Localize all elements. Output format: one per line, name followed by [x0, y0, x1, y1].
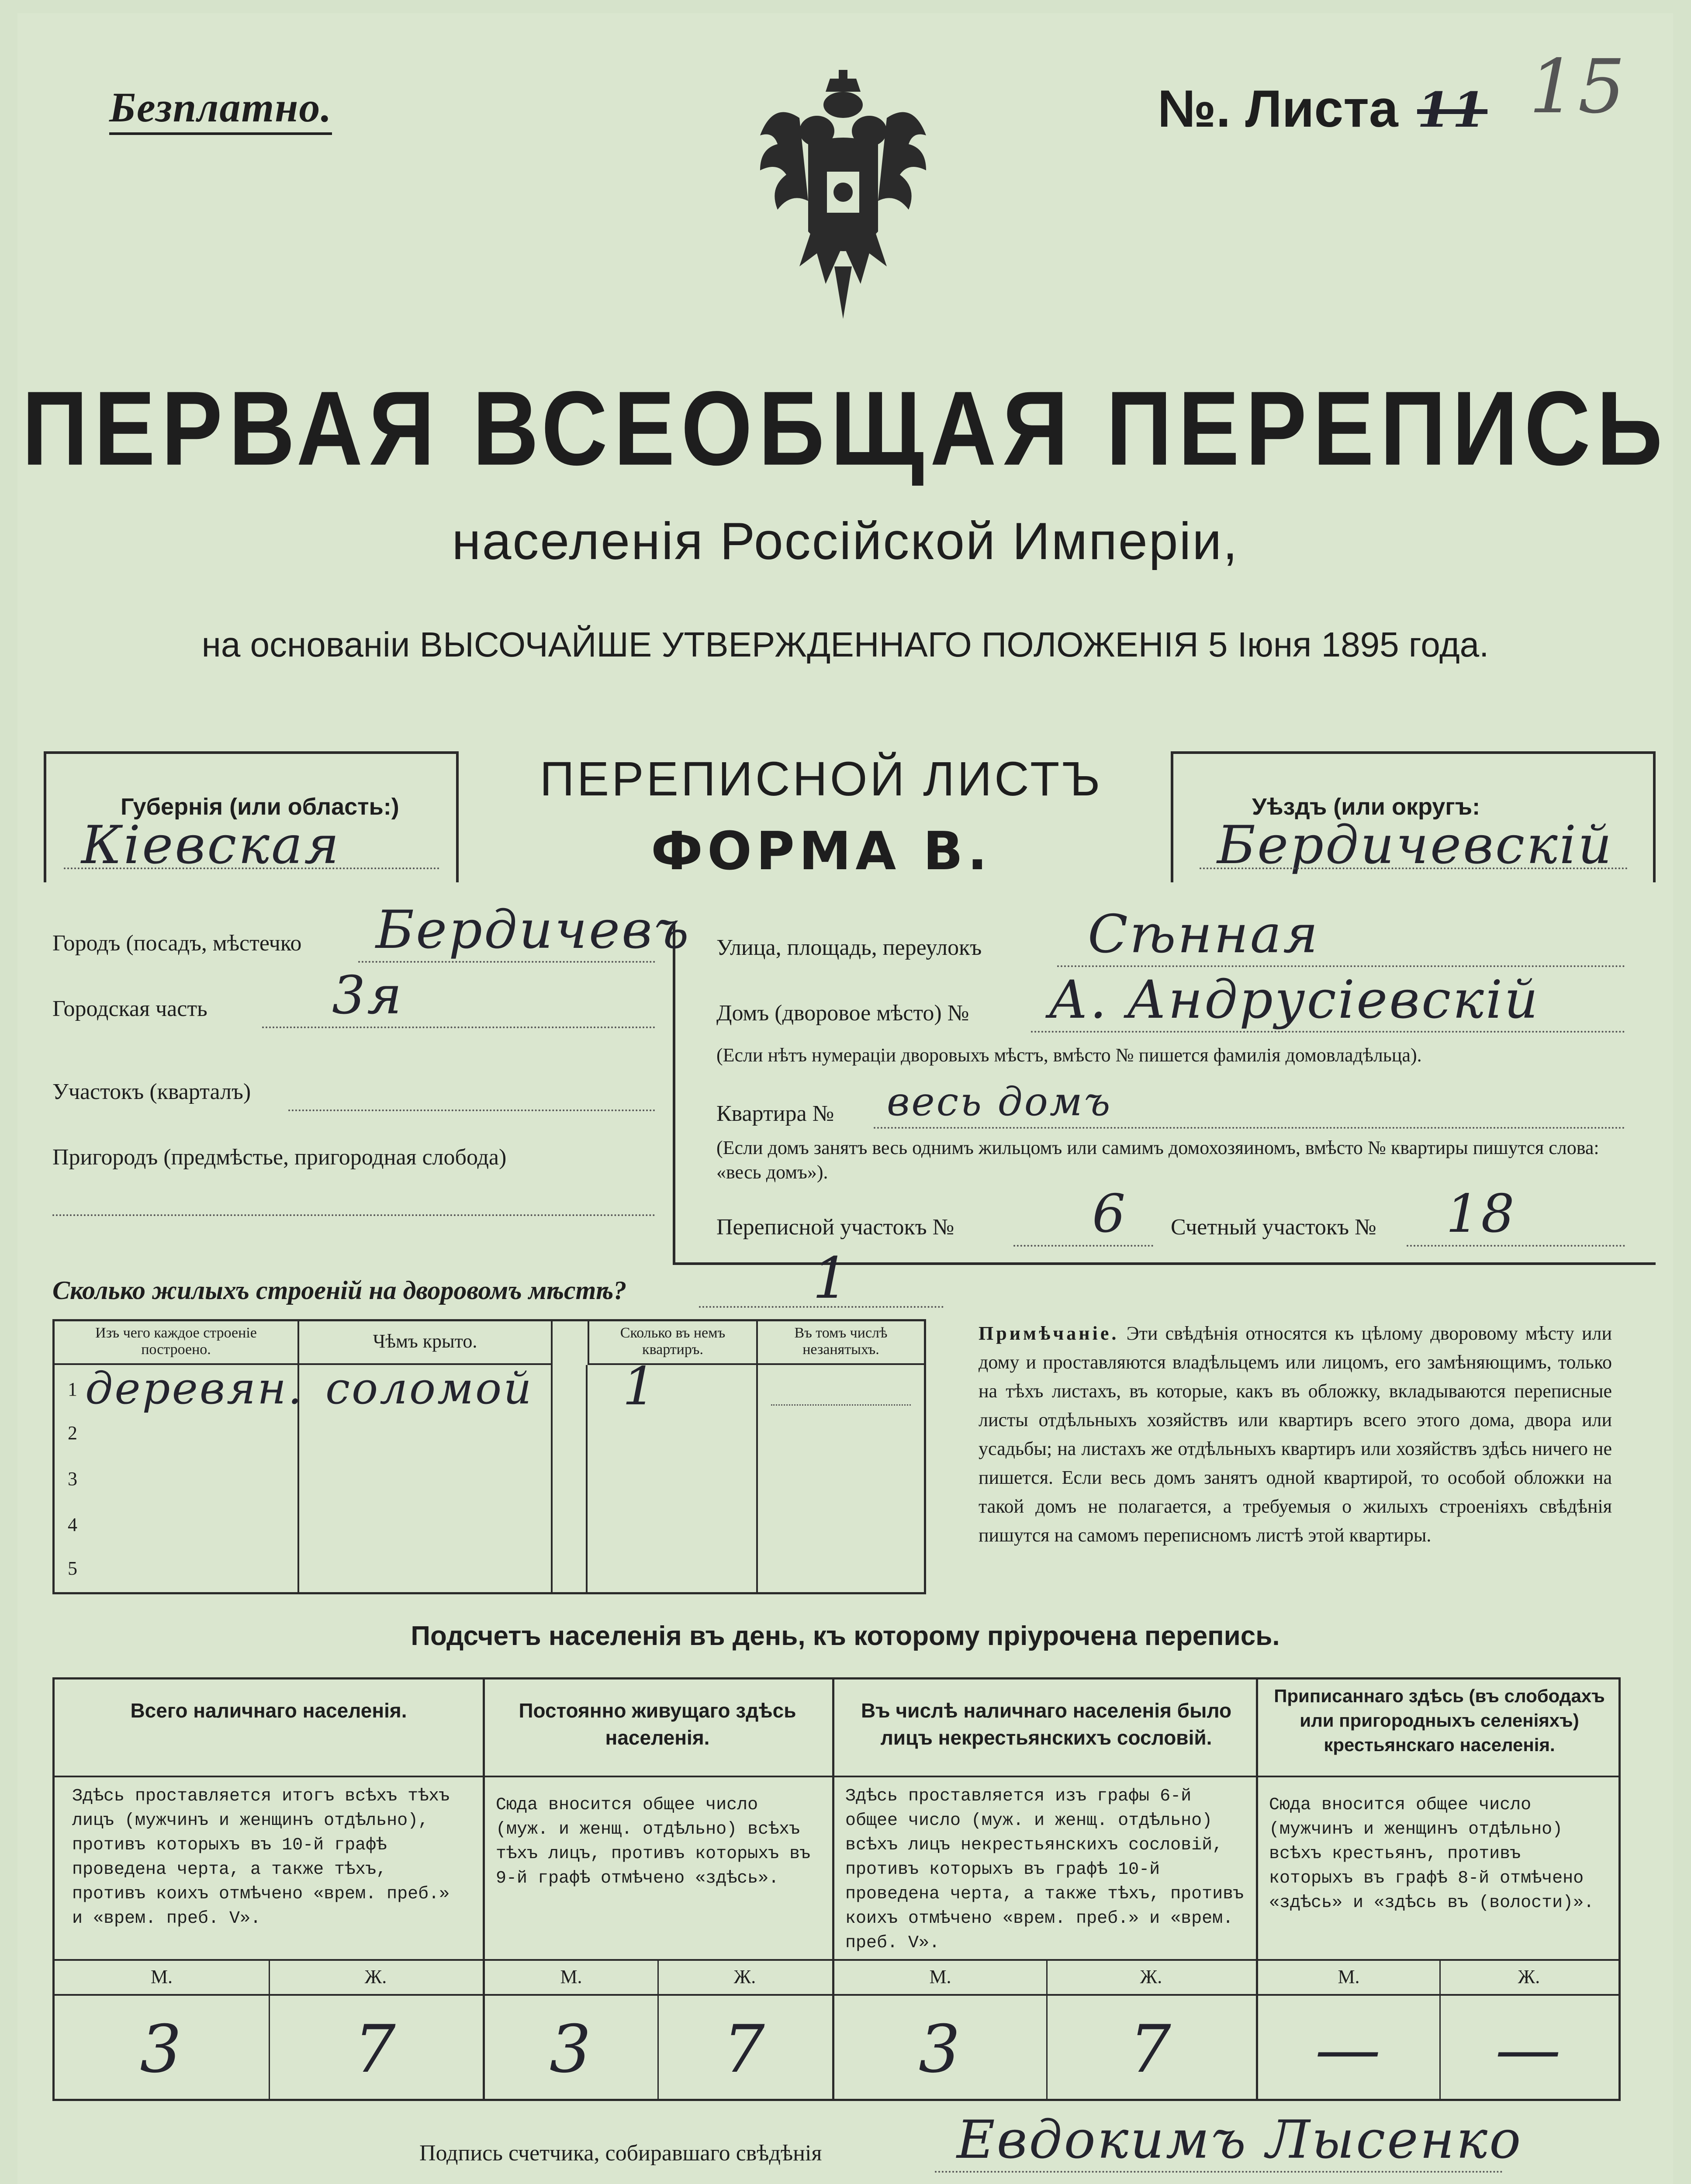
row-number-3: 3 — [68, 1468, 77, 1489]
pop-value-7: — — [1315, 2011, 1383, 2087]
signature-label: Подпись счетчика, собиравшаго свѣдѣнія — [419, 2141, 822, 2166]
street-value: Сѣнная — [1088, 904, 1320, 965]
col-apartments-header: Сколько въ немъ квартиръ. — [620, 1325, 726, 1358]
gubernia-box — [44, 751, 459, 882]
free-label — [109, 83, 332, 131]
buildings-note — [979, 1319, 1612, 1550]
count-district-label: Счетный участокъ № — [1171, 1215, 1376, 1240]
note-title: Примѣчаніе. — [979, 1323, 1119, 1344]
city-part-value: 3я — [332, 965, 404, 1026]
city-part-label: Городская часть — [52, 996, 207, 1021]
pop-value-8: — — [1495, 2011, 1563, 2087]
form-subtitle: ФОРМА В. — [650, 821, 992, 882]
row1-material: деревян. — [85, 1363, 304, 1414]
pop-col1-head: Всего наличнаго населенія. — [130, 1699, 407, 1722]
gubernia-value: Кіевская — [81, 815, 341, 876]
pop-col2-head: Постоянно живущаго здѣсь населенія. — [519, 1699, 796, 1749]
pop-col3-body: Здѣсь проставляется изъ графы 6-й общее число (муж. и женщ. отдѣльно) всѣхъ лицъ некрестьянскихъ сословій, противъ которыхъ въ графѣ 10-й проведена черта, а также тѣхъ, противъ коихъ отмѣчено «врем. преб.» и «врем. преб. V». — [845, 1787, 1244, 1953]
gubernia-label: Губернія (или область:) — [121, 794, 399, 820]
legal-basis: на основаніи ВЫСОЧАЙШЕ УТВЕРЖДЕННАГО ПОЛОЖЕНІЯ 5 Іюня 1895 года. — [201, 625, 1489, 664]
row-number-1: 1 — [68, 1379, 77, 1400]
m-label-4: М. — [1338, 1966, 1360, 1987]
pop-col4-head: Приписаннаго здѣсь (въ слободахъ или пригородныхъ селеніяхъ) крестьянскаго населенія. — [1274, 1686, 1605, 1755]
precinct-label: Участокъ (кварталъ) — [52, 1079, 251, 1104]
buildings-table — [52, 1319, 926, 1594]
col-vacant-header: Въ томъ числѣ незанятыхъ. — [794, 1325, 888, 1358]
buildings-answer: 1 — [813, 1245, 851, 1311]
house-label: Домъ (дворовое мѣсто) № — [716, 1001, 969, 1026]
col-material-header: Изъ чего каждое строеніе построено. — [95, 1325, 257, 1358]
sheet-number — [1158, 79, 1487, 139]
sheet-number-label: №. Листа — [1158, 79, 1398, 138]
house-value: А. Андрусіевскій — [1048, 970, 1540, 1030]
street-label: Улица, площадь, переулокъ — [716, 935, 982, 960]
f-label-3: Ж. — [1140, 1966, 1162, 1987]
f-label-2: Ж. — [733, 1966, 756, 1987]
sheet-number-struck: 11 — [1417, 82, 1488, 138]
signature-value: Евдокимъ Лысенко — [957, 2110, 1523, 2170]
subtitle: населенія Россійской Имперіи, — [452, 512, 1239, 570]
pop-value-4: 7 — [723, 2011, 767, 2087]
uezd-box — [1171, 751, 1656, 882]
note-text: Эти свѣдѣнія относятся къ цѣлому дворовому мѣсту или дому и проставляются владѣльцемъ или лицомъ, его замѣняющимъ, только на тѣхъ листахъ, въ которые, какъ въ обложку, вкладываются переписные листы отдѣльныхъ хозяйствъ или квартиръ всего этого дома, двора или усадьбы; на листахъ же отдѣльныхъ квартиръ или хозяйствъ здѣсь ничего не пишется. Если весь домъ занятъ одной квартирой, то особой обложки на такой домъ не полагается, а требуемыя о жилыхъ строеніяхъ свѣдѣнія пишутся на самомъ переписномъ листѣ этой квартиры. — [979, 1323, 1612, 1546]
buildings-question — [52, 1275, 626, 1306]
population-title: Подсчетъ населенія въ день, къ которому пріурочена перепись. — [411, 1621, 1280, 1651]
pop-col1-body: Здѣсь проставляется итогъ всѣхъ тѣхъ лицъ (мужчинъ и женщинъ отдѣльно), противъ которыхъ въ 10-й графѣ проведена черта, а также тѣхъ, противъ коихъ отмѣчено «врем. преб.» и «врем. преб. V». — [72, 1787, 450, 1928]
pop-col4-body: Сюда вносится общее число (мужчинъ и женщинъ отдѣльно) всѣхъ крестьянъ, противъ которыхъ въ графѣ 8-й отмѣчено «здѣсь» и «здѣсь въ (волости)». — [1269, 1795, 1594, 1913]
apartment-note: (Если домъ занятъ весь однимъ жильцомъ или самимъ домохозяиномъ, вмѣсто № квартиры пишутся слова: «весь домъ»). — [716, 1137, 1599, 1183]
pop-value-5: 3 — [918, 2011, 962, 2087]
pop-value-3: 3 — [549, 2011, 593, 2087]
population-table — [52, 1677, 1621, 2101]
row-number-4: 4 — [68, 1514, 77, 1535]
pop-col2-body: Сюда вносится общее число (муж. и женщ. отдѣльно) всѣхъ тѣхъ лицъ, противъ которыхъ въ 9-й графѣ отмѣчено «здѣсь». — [496, 1795, 811, 1888]
col-roof-header: Чѣмъ крыто. — [373, 1330, 477, 1352]
city-label: Городъ (посадъ, мѣстечко — [52, 931, 302, 956]
count-district-value: 18 — [1446, 1184, 1516, 1244]
free-text: Безплатно. — [109, 84, 332, 135]
m-label-2: М. — [560, 1966, 582, 1987]
apartment-label: Квартира № — [716, 1101, 834, 1126]
imperial-eagle-icon — [751, 70, 935, 341]
city-value: Бердичевъ — [376, 900, 691, 961]
suburb-label: Пригородъ (предмѣстье, пригородная слобода) — [52, 1145, 507, 1170]
pop-col3-head: Въ числѣ наличнаго населенія было лицъ некрестьянскихъ сословій. — [861, 1699, 1232, 1749]
f-label-1: Ж. — [364, 1966, 387, 1987]
census-district-label: Переписной участокъ № — [716, 1215, 954, 1240]
sheet-number-handwritten: 15 — [1529, 44, 1627, 130]
row1-roof: соломой — [325, 1363, 533, 1414]
main-title: ПЕРВАЯ ВСЕОБЩАЯ ПЕРЕПИСЬ — [22, 369, 1669, 487]
m-label-1: М. — [150, 1966, 173, 1987]
census-district-value: 6 — [1092, 1184, 1127, 1244]
census-sheet — [17, 13, 1673, 2184]
uezd-label: Уѣздъ (или округъ: — [1252, 794, 1480, 820]
apartment-value: весь домъ — [887, 1079, 1112, 1125]
form-title: ПЕРЕПИСНОЙ ЛИСТЪ — [539, 752, 1103, 806]
row1-apartments: 1 — [622, 1356, 658, 1417]
pop-value-6: 7 — [1129, 2011, 1173, 2087]
row-number-2: 2 — [68, 1422, 77, 1444]
pop-value-1: 3 — [140, 2011, 183, 2087]
uezd-value: Бердичевскій — [1217, 815, 1614, 876]
m-label-3: М. — [929, 1966, 951, 1987]
f-label-4: Ж. — [1518, 1966, 1540, 1987]
row-number-5: 5 — [68, 1558, 77, 1579]
buildings-question-text: Сколько жилыхъ строеній на дворовомъ мѣстѣ? — [52, 1276, 627, 1305]
pop-value-2: 7 — [354, 2011, 398, 2087]
house-note: (Если нѣтъ нумераціи дворовыхъ мѣстъ, вмѣсто № пишется фамилія домовладѣльца). — [716, 1044, 1422, 1066]
